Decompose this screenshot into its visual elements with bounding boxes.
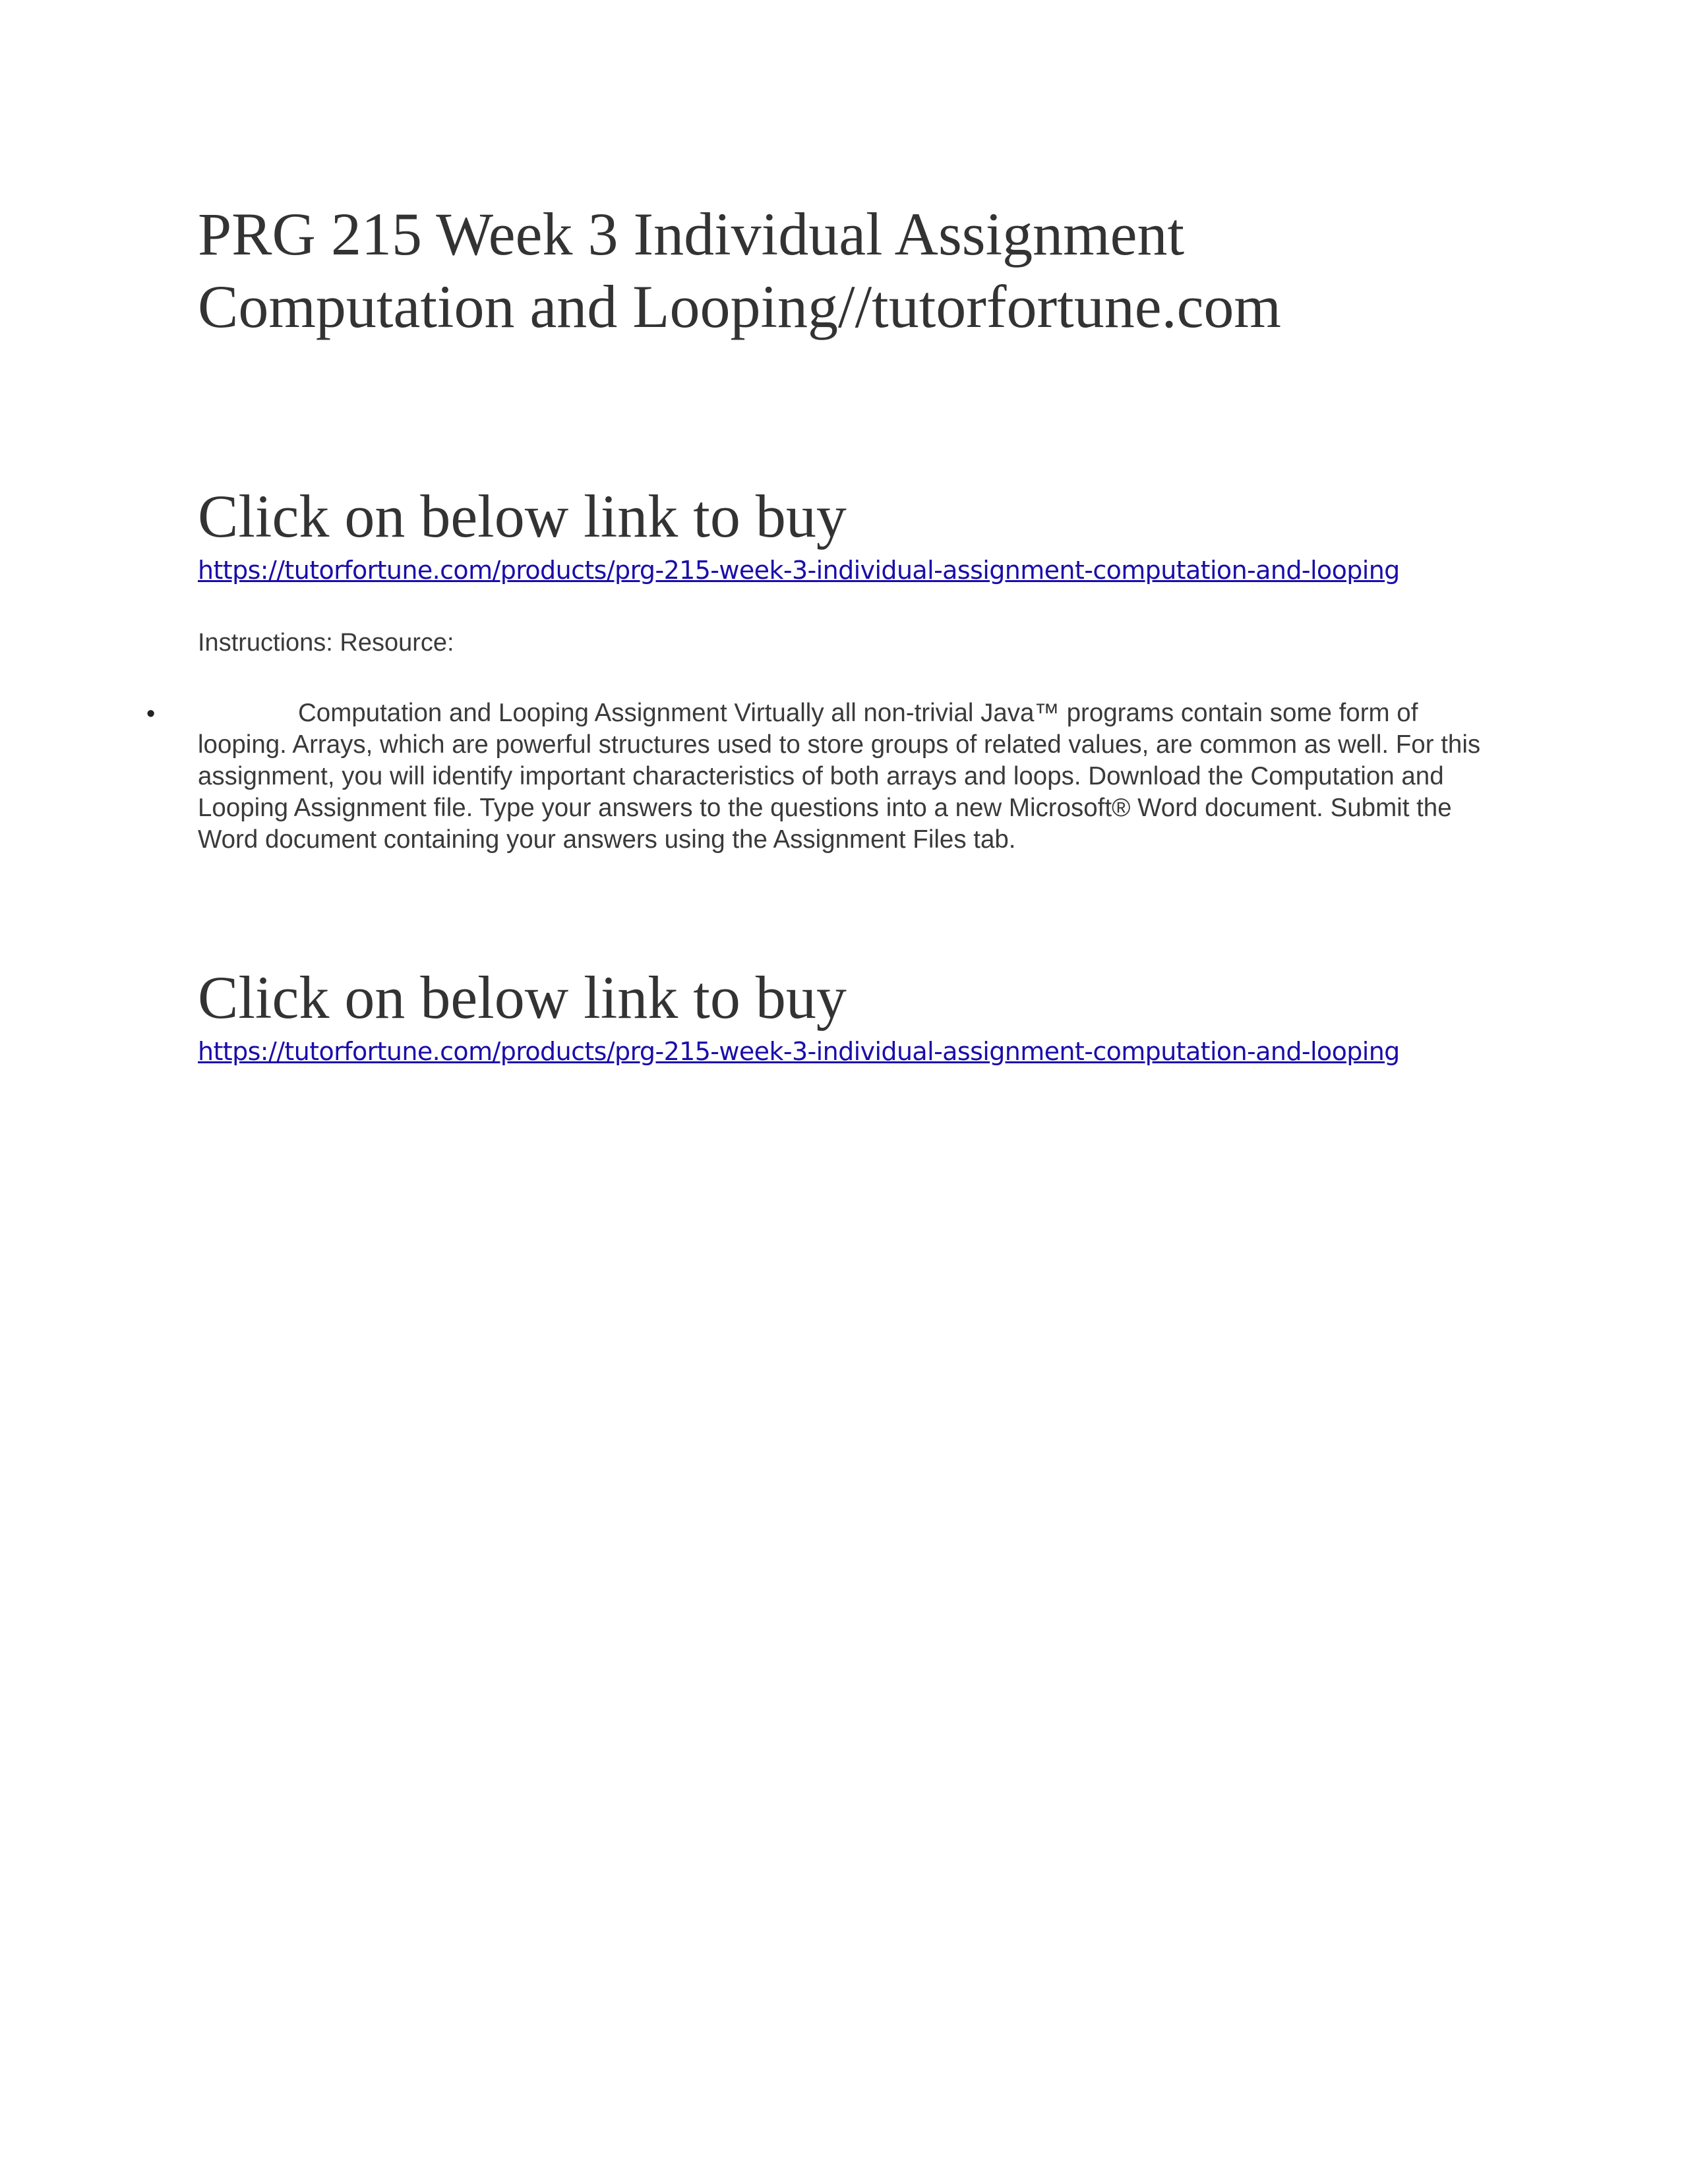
assignment-description: Computation and Looping Assignment Virtually all non-trivial Java™ programs contain some form of looping. Arrays, which are powerful structures used to store groups of related values, are common as well. For this assignment, you will identify important characteristics of both arrays and loops. Download the Computation and Looping Assignment file. Type your answers to the questions into a new Microsoft® Word document. Submit the Word document containing your answers using the Assignment Files tab. <box>198 699 1481 854</box>
bullet-icon: • <box>146 700 156 728</box>
instructions-label: Instructions: Resource: <box>198 629 454 657</box>
page-title <box>198 198 1582 343</box>
buy-heading-top: Click on below link to buy <box>198 483 847 550</box>
buy-heading-bottom: Click on below link to buy <box>198 964 847 1031</box>
title-line-2: Computation and Looping//tutorfortune.com <box>198 273 1281 340</box>
title-line-1: PRG 215 Week 3 Individual Assignment <box>198 200 1185 268</box>
product-link-top[interactable]: https://tutorfortune.com/products/prg-215-week-3-individual-assignment-computation-and-looping <box>198 556 1400 585</box>
product-link-bottom[interactable]: https://tutorfortune.com/products/prg-215-week-3-individual-assignment-computation-and-looping <box>198 1037 1400 1066</box>
